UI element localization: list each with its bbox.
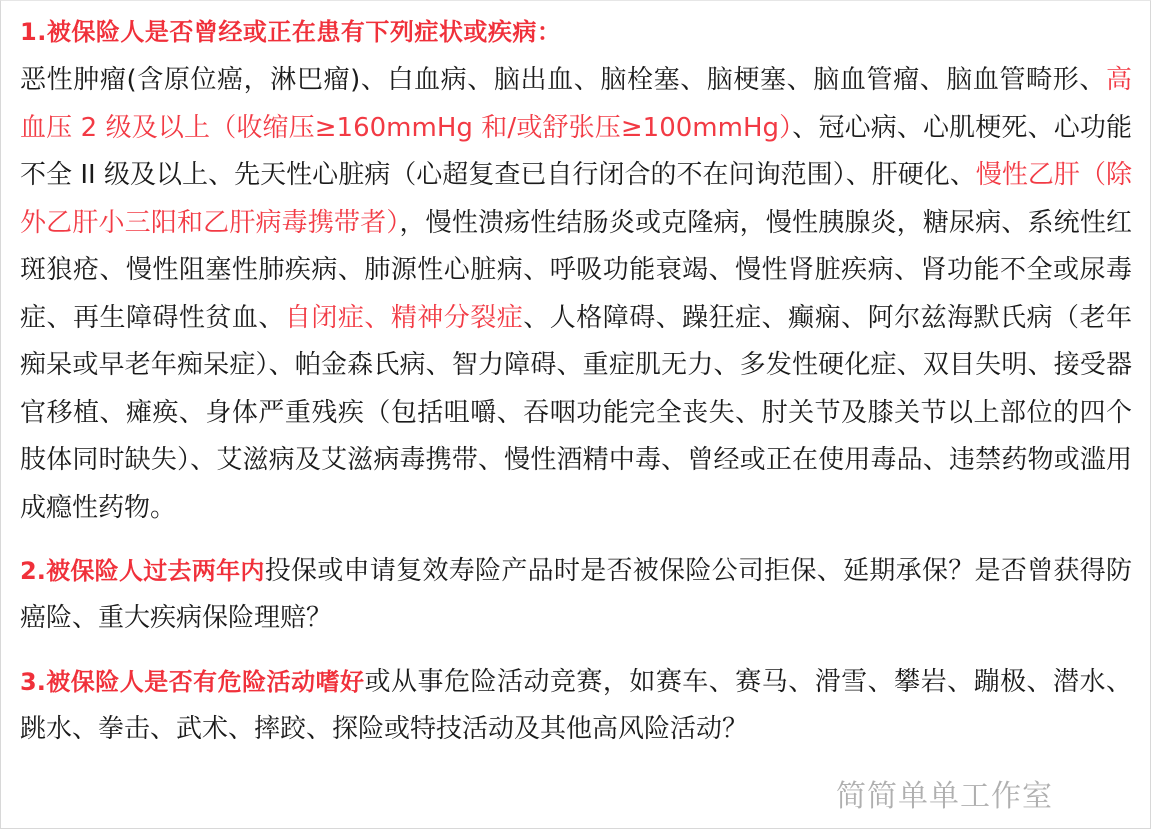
question-3 bbox=[20, 659, 1132, 753]
question-1-body bbox=[20, 57, 1132, 532]
q1-segment-4: ，慢性溃疡性结肠炎或克隆病，慢性胰腺炎，糖尿病、系统性红斑狼疮、慢性阻塞性肺疾病、肺源性心脏病、呼吸功能衰竭、慢性肾脏疾病、肾功能不全或尿毒症、再生障碍性贫血、 bbox=[20, 207, 1132, 333]
q1-segment-0: 恶性肿瘤(含原位癌，淋巴瘤)、白血病、脑出血、脑栓塞、脑梗塞、脑血管瘤、脑血管畸形、 bbox=[20, 65, 1106, 95]
q1-highlight-hypertension: 高血压 2 级及以上（收缩压≥160mmHg 和/或舒张压≥100mmHg） bbox=[20, 65, 1132, 143]
q1-highlight-hepatitis-b: 慢性乙肝（除外乙肝小三阳和乙肝病毒携带者） bbox=[20, 160, 1132, 238]
q1-segment-2: 、冠心病、心肌梗死、心功能不全 II 级及以上、先天性心脏病（心超复查已自行闭合的不在问询范围）、肝硬化、 bbox=[20, 112, 1132, 190]
q1-segment-6: 、人格障碍、躁狂症、癫痫、阿尔兹海默氏病（老年痴呆或早老年痴呆症）、帕金森氏病、智力障碍、重症肌无力、多发性硬化症、双目失明、接受器官移植、瘫痪、身体严重残疾（包括咀嚼、吞咽功能完全丧失、肘关节及膝关节以上部位的四个肢体同时缺失）、艾滋病及艾滋病毒携带、慢性酒精中毒、曾经或正在使用毒品、违禁药物或滥用成瘾性药物。 bbox=[20, 302, 1132, 523]
question-2-text: 投保或申请复效寿险产品时是否被保险公司拒保、延期承保？是否曾获得防癌险、重大疾病保险理赔？ bbox=[20, 556, 1132, 633]
q1-highlight-autism-schizophrenia: 自闭症、精神分裂症 bbox=[284, 302, 524, 333]
watermark-text: 简简单单工作室 bbox=[836, 779, 1053, 814]
question-3-text: 或从事危险活动竞赛，如赛车、赛马、滑雪、攀岩、蹦极、潜水、跳水、拳击、武术、摔跤、探险或特技活动及其他高风险活动？ bbox=[20, 667, 1132, 744]
document-body bbox=[20, 12, 1132, 753]
question-2 bbox=[20, 548, 1132, 642]
question-3-lead: 3.被保险人是否有危险活动嗜好 bbox=[20, 668, 365, 696]
question-1-heading: 1.被保险人是否曾经或正在患有下列症状或疾病： bbox=[20, 18, 562, 46]
question-2-lead: 2.被保险人过去两年内 bbox=[20, 557, 265, 585]
